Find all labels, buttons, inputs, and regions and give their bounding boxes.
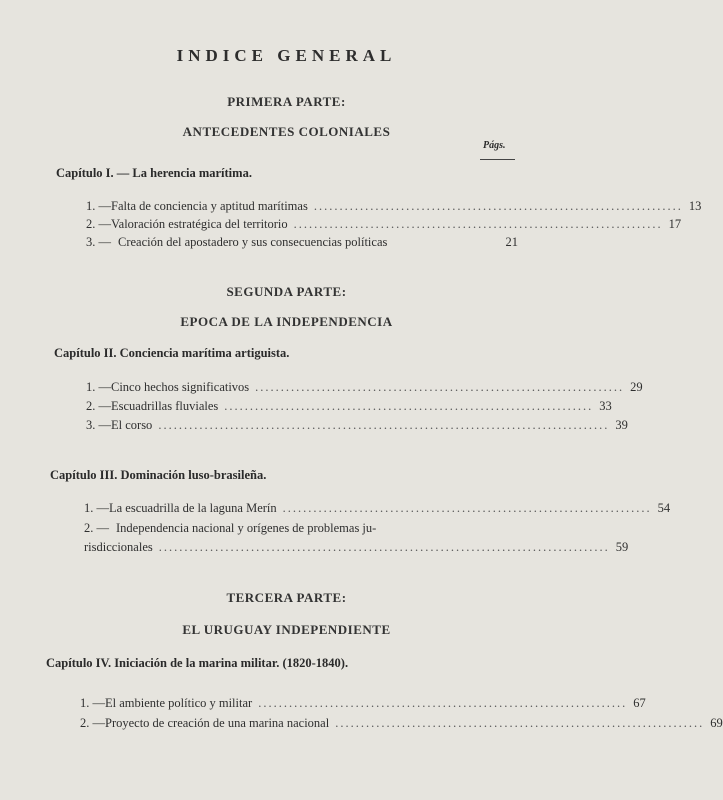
toc-entry[interactable] (86, 217, 682, 232)
entry-number: 3. — (86, 235, 111, 249)
entry-page: 33 (599, 399, 612, 413)
entry-page: 59 (615, 540, 629, 554)
entry-number: 1. — (86, 199, 111, 213)
entry-page: 21 (505, 235, 518, 249)
chapter-title-4: Capítulo IV. Iniciación de la marina militar. (1820-1840). (46, 656, 349, 670)
entry-text: Valoración estratégica del territorio (111, 217, 288, 231)
entry-number: 1. — (80, 696, 105, 710)
toc-entry[interactable] (84, 521, 524, 536)
entry-number: 1. — (84, 501, 109, 515)
entry-page: 54 (657, 501, 671, 515)
page-title: INDICE GENERAL (176, 46, 397, 65)
toc-entry[interactable] (86, 235, 518, 250)
entry-text: La escuadrilla de la laguna Merín (109, 501, 277, 515)
entry-page: 39 (615, 418, 628, 432)
leader-dots: ........................................................................................ (158, 540, 610, 554)
entry-text: Falta de conciencia y aptitud marítimas (111, 199, 308, 213)
chapter-title-3: Capítulo III. Dominación luso-brasileña. (50, 468, 267, 482)
leader-dots: ........................................................................ (255, 380, 625, 394)
toc-entry[interactable] (86, 380, 643, 395)
leader-dots: ........................................................................ (335, 716, 705, 730)
leader-dots: ........................................................................ (224, 399, 594, 413)
part-heading-2: SEGUNDA PARTE: (226, 284, 347, 299)
part-heading-1: PRIMERA PARTE: (227, 94, 346, 109)
toc-entry[interactable] (86, 199, 702, 214)
toc-entry[interactable] (86, 418, 628, 433)
toc-entry[interactable] (80, 696, 646, 711)
entry-text: Creación del apostadero y sus consecuencias políticas (118, 235, 388, 249)
entry-text: El ambiente político y militar (105, 696, 253, 710)
part-subtitle-1: ANTECEDENTES COLONIALES (182, 124, 391, 139)
entry-number: 2. — (80, 716, 105, 730)
entry-number: 2. — (86, 399, 111, 413)
entry-number: 3. — (86, 418, 111, 432)
toc-entry[interactable] (80, 716, 723, 731)
pages-column-rule (480, 159, 515, 160)
leader-dots: ........................................................................ (282, 501, 652, 515)
leader-dots: ........................................................................ (313, 199, 683, 213)
entry-page: 69 (710, 716, 723, 730)
chapter-title-1: Capítulo I. — La herencia marítima. (56, 166, 252, 180)
entry-page: 29 (630, 380, 643, 394)
toc-entry[interactable] (86, 399, 612, 414)
entry-text: Cinco hechos significativos (111, 380, 250, 394)
entry-number: 2. — (84, 521, 109, 535)
entry-text: risdiccionales (84, 540, 153, 554)
chapter-title-2: Capítulo II. Conciencia marítima artiguista. (54, 346, 290, 360)
pages-column-label: Págs. (483, 140, 506, 151)
leader-dots: ........................................................................................ (158, 418, 610, 432)
part-heading-3: TERCERA PARTE: (226, 590, 347, 605)
leader-dots: ........................................................................ (293, 217, 663, 231)
entry-page: 17 (668, 217, 682, 231)
leader-dots: ........................................................................ (258, 696, 628, 710)
entry-text: El corso (111, 418, 153, 432)
entry-page: 13 (688, 199, 702, 213)
entry-text: Independencia nacional y orígenes de problemas ju- (116, 521, 377, 535)
entry-number: 1. — (86, 380, 111, 394)
toc-entry-continuation[interactable] (84, 540, 629, 555)
toc-entry[interactable] (84, 501, 671, 516)
entry-text: Escuadrillas fluviales (111, 399, 219, 413)
entry-page: 67 (633, 696, 646, 710)
entry-text: Proyecto de creación de una marina nacional (105, 716, 330, 730)
entry-number: 2. — (86, 217, 111, 231)
part-subtitle-2: EPOCA DE LA INDEPENDENCIA (180, 314, 393, 329)
part-subtitle-3: EL URUGUAY INDEPENDIENTE (182, 622, 391, 637)
